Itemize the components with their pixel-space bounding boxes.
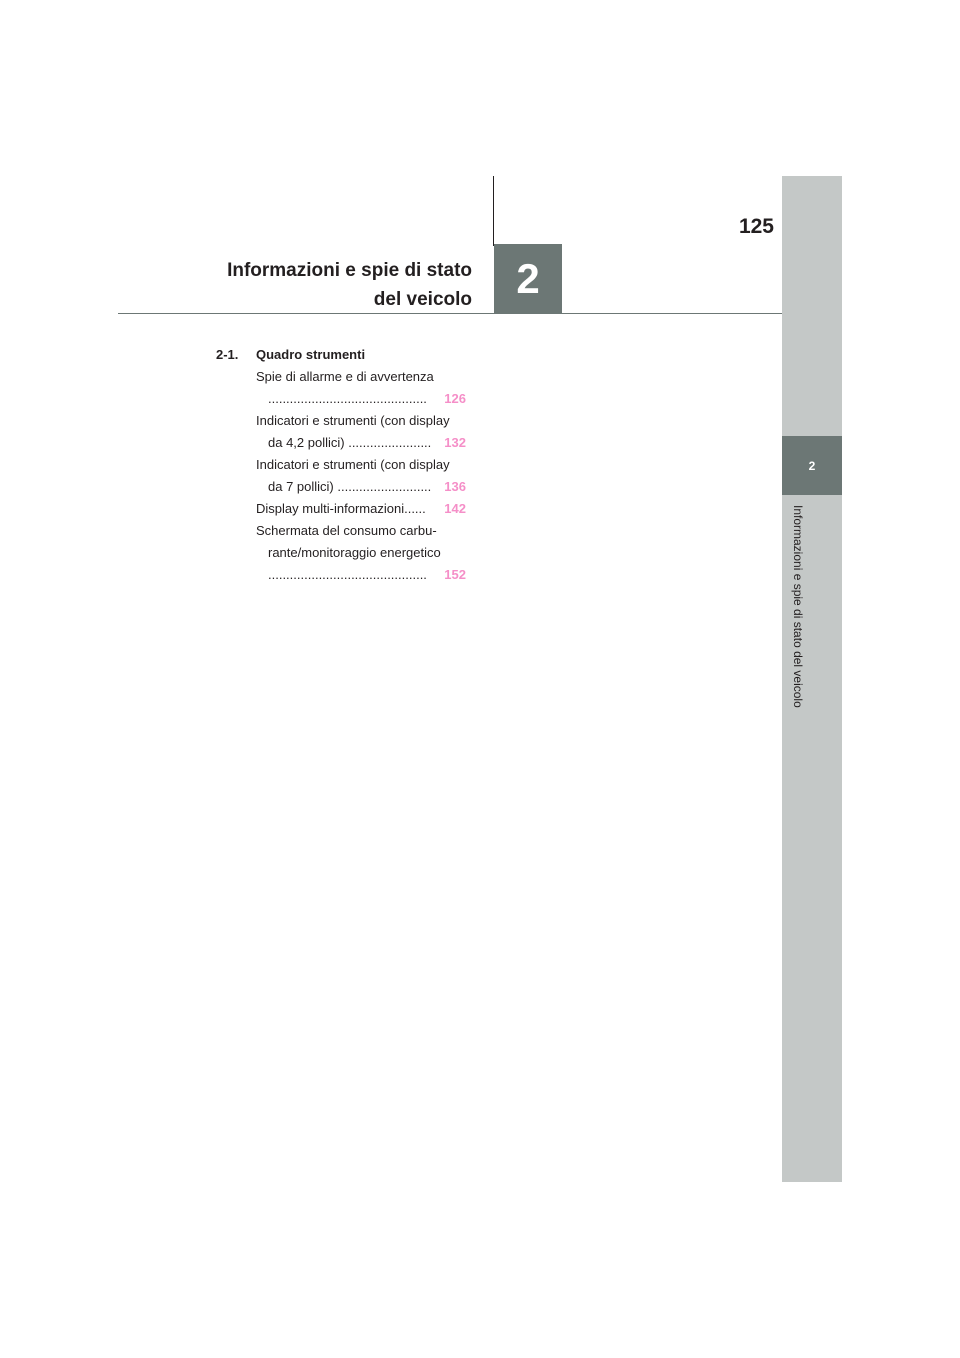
toc-entry-line: Spie di allarme e di avvertenza bbox=[256, 369, 434, 384]
toc-page-link[interactable]: 136 bbox=[440, 476, 466, 498]
toc-page-link[interactable]: 126 bbox=[440, 388, 466, 410]
toc-entry-line: da 4,2 pollici) ....................... bbox=[268, 435, 432, 450]
toc-entry-line: Schermata del consumo carbu- bbox=[256, 523, 437, 538]
toc-entry[interactable] bbox=[256, 498, 472, 520]
table-of-contents bbox=[216, 344, 472, 586]
toc-entry-leader: ............................................ bbox=[268, 567, 427, 582]
page-number: 125 bbox=[738, 215, 774, 238]
header-vertical-rule bbox=[493, 176, 494, 246]
side-chapter-label: Informazioni e spie di stato del veicolo bbox=[791, 505, 805, 708]
toc-entry[interactable] bbox=[256, 520, 472, 586]
section-number: 2-1. bbox=[216, 347, 239, 362]
toc-page-link[interactable]: 152 bbox=[440, 564, 466, 586]
toc-entry-line: da 7 pollici) .......................... bbox=[268, 479, 432, 494]
toc-entry[interactable] bbox=[256, 454, 472, 498]
toc-entry[interactable] bbox=[256, 410, 472, 454]
toc-section-heading bbox=[216, 344, 472, 366]
toc-page-link[interactable]: 132 bbox=[440, 432, 466, 454]
side-chapter-number: 2 bbox=[782, 436, 842, 495]
toc-entry-line: rante/monitoraggio energetico bbox=[268, 545, 441, 560]
chapter-title-line-1: Informazioni e spie di stato bbox=[227, 260, 472, 281]
toc-entry-line: Indicatori e strumenti (con display bbox=[256, 457, 450, 472]
toc-entry[interactable] bbox=[256, 366, 472, 410]
section-title: Quadro strumenti bbox=[256, 347, 366, 362]
chapter-title-line-2: del veicolo bbox=[373, 289, 472, 310]
chapter-number-box: 2 bbox=[494, 244, 562, 313]
toc-entry-line: Display multi-informazioni...... bbox=[256, 501, 426, 516]
toc-page-link[interactable]: 142 bbox=[440, 498, 466, 520]
toc-entry-line: Indicatori e strumenti (con display bbox=[256, 413, 450, 428]
toc-entry-leader: ............................................ bbox=[268, 391, 427, 406]
chapter-title bbox=[180, 256, 472, 314]
